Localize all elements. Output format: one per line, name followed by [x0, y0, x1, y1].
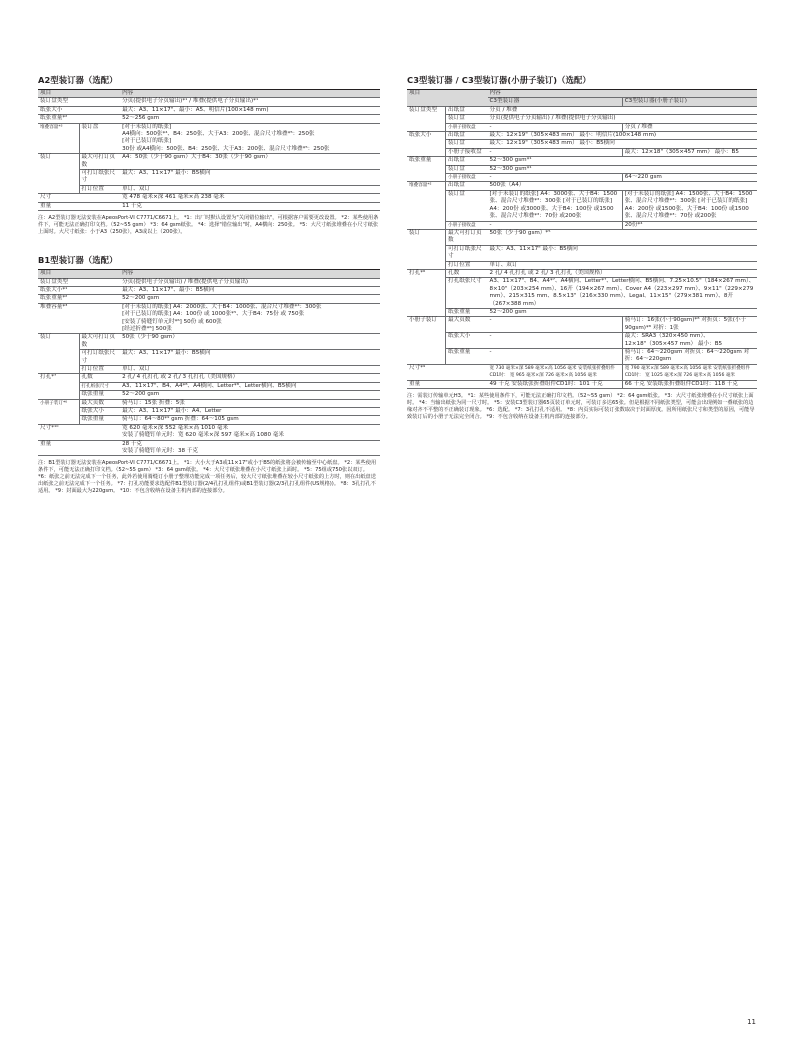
table-row: 尺寸*⁹ 宽 730 毫米×深 589 毫米×高 1056 毫米 安装纸张折叠组件CD1时： 宽 965 毫米×深 726 毫米×高 1056 毫米 宽 790 毫米×深 589 毫米×高 1056 毫米 安装纸张折叠组件CD1时： 宽 1025 毫米×深 726 毫米×高 1056 毫米	[407, 364, 757, 380]
table-row: 打孔*⁷ 孔数 2 孔/ 4 孔打孔 或 2 孔/ 3 孔打孔（美国规格）	[38, 374, 380, 382]
b1-title: B1型装订器（选配）	[38, 255, 118, 266]
table-row: 装订 最大可打订页数 50张（少于90 gsm）*⁵	[407, 229, 757, 245]
table-row: 纸张大小*¹ 最大：A3、11×17"、最小：B5横向	[38, 286, 380, 294]
left-column	[38, 74, 380, 495]
table-row: 尺寸 宽 478 毫米×深 461 毫米×高 238 毫米	[38, 194, 380, 202]
table-header-row: 项目 内容	[38, 270, 380, 278]
table-row: 堆叠容量*³ 装订盘 [对于未装订的纸张] A4横向：500张*⁴、B4：250张、大于A3：200张、混合尺寸堆叠*⁵：250张 [对于已装订的纸张] 30份 或A4横向：500张、B4：250张、大于A3：200张、混合尺寸堆叠*⁵：250张	[38, 123, 380, 154]
table-row: 装订盘 最大：12×19"（305×483 mm） 最小：B5横向	[407, 140, 757, 148]
table-row: 装订 最大可打订页数 A4：50张（少于90 gsm）大于B4：30张（少于90 gsm）	[38, 154, 380, 170]
table-row: 装订盘 分页(提供电子分页输出) / 堆叠(提供电子分页输出)	[407, 115, 757, 123]
table-row: 装订盘 [对于未装订的纸张] A4：3000张、大于B4：1500张、混合尺寸堆叠*³：300张 [对于已装订的纸张] A4：200份 或3000张、大于B4：100份 或1500张、混合尺寸堆叠*³：70份 或200张 [对于未装订的纸张] A4：1500张、大于B4：1500张、混合尺寸堆叠*³：300张 [对于已装订的纸张] A4：200份 或1500张、大于B4：100份 或1500张、混合尺寸堆叠*³：70份 或200张	[407, 190, 757, 221]
table-row: 重量 28 千克 安装了骑缝钉单元时：38 千克	[38, 440, 380, 456]
table-row: 纸张重量 出纸盘 52～300 gsm*¹	[407, 157, 757, 165]
table-row: 打孔*⁶ 孔数 2 孔/ 4 孔打孔 或 2 孔/ 3 孔打孔（美国规格）	[407, 269, 757, 277]
c3-note: 注：需装订传输单元H3。 *1：某些使用条件下，可能无法正确打印文档。（52~55 gsm） *2：64 gsm纸张。 *3：大尺寸纸张堆叠在小尺寸纸张上面时。 *4：当输出纸张为同一尺寸时。 *5：安装C3型装订器65页装订单元时，可装订多达65张。但是根据不同纸张类型，可能会出现例如一叠纸张的边缘对齐不平整的不正确装订现象。 *6：选配。 *7：3孔打孔不适用。 *8：内页实际可装订张数取决于封面厚度。因所用纸张尺寸和类型的原因，可能导致装订后的小册子无法完全闭合。 *9：不包含收纳在设备主机内部的连接部分。	[407, 393, 755, 421]
table-row: 装订 最大可打订页数 50张（少于90 gsm）	[38, 334, 380, 350]
table-subheader-row: C3型装订器 C3型装订器(小册子装订)	[407, 98, 757, 106]
table-row: 打孔纸张尺寸 A3、11×17"、B4、A4*⁸、A4横向、Letter*⁸、Letter横向、B5横向	[38, 382, 380, 390]
table-row: 小册子接收盘 - 64～220 gsm	[407, 174, 757, 182]
a2-note: 注：A2型装订器无法安装在ApeosPort-VI C7771/C6671上。 *1：出厂时默认设置为"关闭错位输出"，可根据客户需要更改设置。 *2：某些使用条件下，可能无法正确打印文档。（52~55 gsm） *3：64 gsm纸张。 *4：选择"错位输出"时，A4横向：250张。 *5：大尺寸纸张堆叠在小尺寸纸张上面时。大尺寸纸张：小于A3（250张），A3或以上（200张）。	[38, 215, 379, 236]
table-row: 重量 11 千克	[38, 202, 380, 210]
table-row: 堆叠容量*² 出纸盘 500张（A4）	[407, 182, 757, 190]
table-row: 可打订纸张尺寸 最大：A3、11×17" 最小：B5横向	[38, 350, 380, 366]
table-row: 纸张重量 骑马订：64～80*⁹ gsm 折叠：64～105 gsm	[38, 416, 380, 424]
table-row: 小册子装订 最大页数 - 骑马订：16张(小于90gsm)*⁸ 对折页：5张(小于90gsm)*⁸ 对折：1张	[407, 317, 757, 333]
table-row: 纸张大小 - 最大：SRA3（320×450 mm）、12×18"（305×457 mm） 最小：B5	[407, 333, 757, 349]
table-row: 小册子接收盘 - 最大：12×18"（305×457 mm） 最小：B5	[407, 148, 757, 156]
table-row: 装订盘类型 分页(提供电子分页输出)*¹ / 堆叠(提供电子分页输出)*¹	[38, 98, 380, 106]
table-row: 纸张大小 出纸盘 最大：12×19"（305×483 mm） 最小：明信片(100×148 mm)	[407, 132, 757, 140]
right-column	[407, 74, 757, 421]
table-row: 尺寸*¹⁰ 宽 620 毫米×深 552 毫米×高 1010 毫米 安装了骑缝钉单元时：宽 620 毫米×深 597 毫米×高 1080 毫米	[38, 424, 380, 440]
table-row: 纸张大小 最大：A3、11×17"、最小：A5、明信片(100×148 mm)	[38, 106, 380, 114]
c3-title: C3型装订器 / C3型装订器(小册子装订)（选配）	[407, 75, 591, 85]
table-row: 纸张重量*² 52～200 gsm	[38, 295, 380, 303]
b1-note: 注：B1型装订器无法安装在ApeosPort-VI C7771/C6671上。 *1：大小大于A3或11×17"或小于B5的纸张将会被传输至中心纸盘。 *2：某些使用条件下，可能无法正确打印文档。（52~55 gsm） *3：64 gsm纸张。 *4：大尺寸纸张堆叠在小尺寸纸张上面时。 *5：75组或750张以双订。 *6：纸张之前无法完成下一个任务，此外若使用骑缝订小册子整理功能完成一项任务后，较大尺寸纸张堆叠在较小尺寸纸张的上方时，则在出纸盘送出纸张之前无法完成下一个任务。 *7：打孔功能要求选配件B1型装订器(2/4孔打孔组件)或B1型装订器(2/3孔打孔组件(US规格))。 *8：3孔打孔不适用。 *9：封面最大为220gsm。 *10：不包含收纳在设备主机内部的连接部分。	[38, 460, 377, 495]
table-row: 装订盘类型 出纸盘 分页 / 堆叠	[407, 106, 757, 114]
table-header-row: 项目 内容	[38, 90, 380, 98]
table-row: 打订位置 单订、双订	[38, 365, 380, 373]
table-row: 打订位置 单订、双订	[38, 185, 380, 193]
table-row: 小册子接收盘 - 20份*⁴	[407, 221, 757, 229]
a2-title: A2型装订器（选配）	[38, 75, 118, 85]
table-header-row: 项目 内容	[407, 90, 757, 98]
table-row: 堆叠容量*³ [对于未装订的纸张] A4：2000张、大于B4：1000张、混合尺寸堆叠*⁴：300张 [对于已装订的纸张] A4：100份 或 1000张*⁵、大于B4：75份 或 750张 [安装了骑缝钉单元时*⁶] 50份 或 600张 [经过折叠*⁶] 500张	[38, 303, 380, 334]
table-row: 装订盘 52～300 gsm*¹	[407, 165, 757, 173]
a2-spec-table	[38, 89, 380, 211]
table-row: 纸张大小 最大：A3、11×17" 最小：A4、Letter	[38, 408, 380, 416]
table-row: 小册子接收盘 - 分页 / 堆叠	[407, 123, 757, 131]
table-row: 纸张重量 - 骑马订：64～220gsm 对折页：64～220gsm 对折：64～220gsm	[407, 349, 757, 365]
c3-spec-table	[407, 89, 757, 389]
table-row: 打订位置 单订、双订	[407, 261, 757, 269]
table-row: 重量 49 千克 安装纸张折叠组件CD1时：101 千克 66 千克 安装纸张折叠组件CD1时：118 千克	[407, 380, 757, 388]
table-row: 纸张重量 52～200 gsm	[38, 391, 380, 399]
table-row: 小册子装订*⁶ 最大页数 骑马订：15张 折叠：5张	[38, 399, 380, 407]
table-row: 纸张重量 52～200 gsm	[407, 308, 757, 316]
table-row: 打孔纸张尺寸 A3、11×17"、B4、A4*⁷、A4横向、Letter*⁷、Letter横向、B5横向、7.25×10.5"（184×267 mm）、8×10"（203×254 mm）、16开（194×267 mm）、Cover A4（223×297 mm）、9×11"（229×279 mm）、215×315 mm、8.5×13"（216×330 mm）、Legal、11×15"（279×381 mm）、8开（267×388 mm）	[407, 278, 757, 309]
table-row: 可打订纸张尺寸 最大：A3、11×17" 最小：B5横向	[407, 245, 757, 261]
page-number: 11	[747, 1018, 756, 1026]
table-row: 可打订纸张尺寸 最大：A3、11×17" 最小：B5横向	[38, 170, 380, 186]
table-row: 纸张重量*² 52～256 gsm	[38, 115, 380, 123]
b1-spec-table	[38, 269, 380, 456]
table-row: 装订盘类型 分页(提供电子分页输出) / 堆叠(提供电子分页输出)	[38, 278, 380, 286]
